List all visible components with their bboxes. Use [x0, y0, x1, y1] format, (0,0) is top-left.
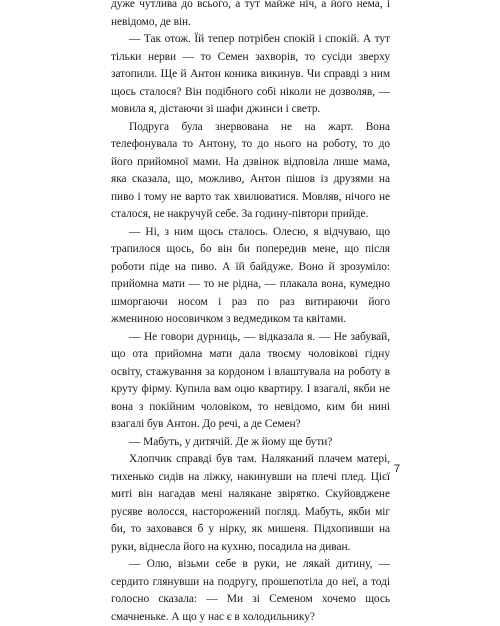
paragraph: — Олю, візьми себе в руки, не лякай дитину, — сердито глянувши на подругу, прошепотіла до неї, а тоді голосно сказала: — Ми зі Семеном хочемо щось смачненьке. А що у нас є в холодильнику? — [111, 558, 390, 623]
paragraph: — Мабуть, у дитячій. Де ж йому ще бути? — [129, 435, 333, 448]
paragraph: — Не говори дурниць, — відказала я. — Не забувай, що ота прийомна мати дала твоєму чоловікові гідну освіту, стажування за кордоном і влаштувала на роботу в круту фірму. Купила вам оцю квартиру. І взагалі, якби не вона з покійним чоловіком, то невідомо, ким би нині взагалі був Антон. До речі, а де Семен? — [111, 330, 390, 430]
page-number: 7 — [394, 463, 401, 475]
paragraph: дуже чутлива до всього, а тут майже ніч, а його нема, і невідомо, де він. — [111, 0, 390, 28]
body-text — [111, 0, 390, 626]
paragraph: Хлопчик справді був там. Наляканий плачем матері, тихенько сидів на ліжку, накинувши на плечі плед. Цієї миті він нагадав мені налякане звірятко. Скуйовджене русяве волосся, насторожений погляд. Мабуть, якби міг би, то заховався б у нірку, як мишеня. Підхопивши на руки, віднесла його на кухню, посадила на диван. — [111, 453, 390, 553]
paragraph: Подруга була знервована не на жарт. Вона телефонувала то Антону, то до нього на роботу, то до його прийомної мами. На дзвінок відповіла лише мама, яка сказала, що, можливо, Антон пішов із друзями на пиво і тому не варто так хвилюватися. Мовляв, нічого не сталося, не накручуй себе. За годину-півтори прийде. — [111, 120, 390, 220]
paragraph: — Так отож. Їй тепер потрібен спокій і спокій. А тут тільки нерви — то Семен захворів, то сусіди зверху затопили. Ще й Антон коника викинув. Чи справді з ним щось сталося? Він подібного собі ніколи не дозволяв, — мовила я, дістаючи зі шафи джинси і светр. — [111, 33, 390, 115]
paragraph: — Ні, з ним щось сталось. Олесю, я відчуваю, що трапилося щось, бо він би попередив мене, що після роботи піде на пиво. А їй байдуже. Воно й зрозуміло: прийомна мати — то не рідна, — плакала вона, кумедно шморгаючи носом і раз по раз витираючи його жмениною носовичком з ведмедиком та квітами. — [111, 225, 390, 325]
